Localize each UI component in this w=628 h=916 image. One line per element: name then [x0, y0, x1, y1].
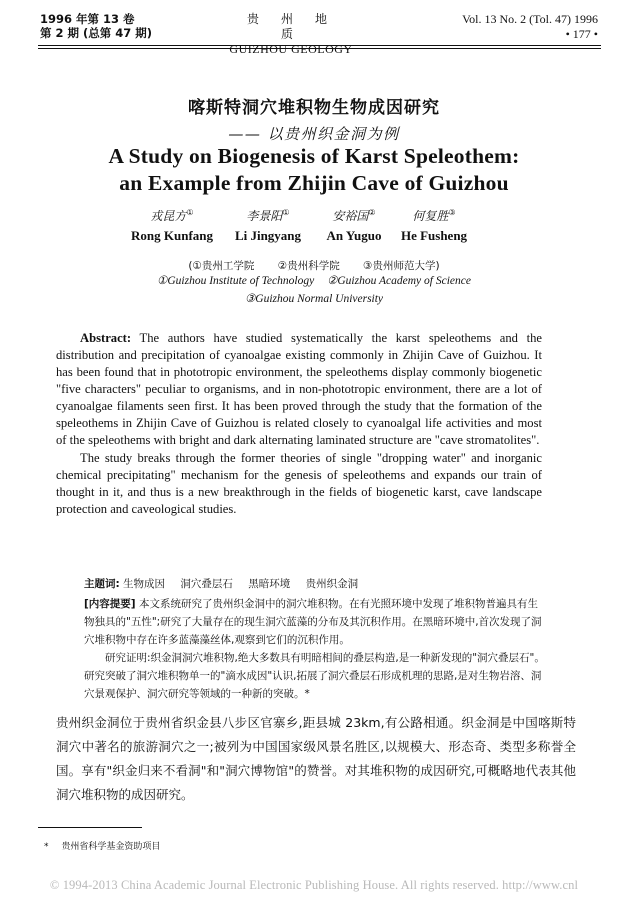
- title-en-line1: A Study on Biogenesis of Karst Speleothem:: [108, 144, 520, 168]
- title-en-line2: an Example from Zhijin Cave of Guizhou: [119, 171, 509, 195]
- affiliation-mark: ②: [368, 208, 376, 217]
- body-paragraph: 贵州织金洞位于贵州省织金县八步区官寨乡,距县城 23km,有公路相通。织金洞是中国喀斯特洞穴中著名的旅游洞穴之一;被列为中国国家级风景名胜区,以规模大、形态奇、类型多称誉全国。享有"织金归来不看洞"和"洞穴博物馆"的赞誉。对其堆积物的成因研究,可概略地代表其他洞穴堆积物的成因研究。: [56, 715, 576, 802]
- title-cn: 喀斯特洞穴堆积物生物成因研究: [188, 98, 440, 118]
- journal-name-en: GUIZHOU GEOLOGY: [229, 42, 353, 56]
- abstract-cn-paragraph: 研究证明:织金洞洞穴堆积物,绝大多数具有明暗相间的叠层构造,是一种新发现的"洞穴叠层石"。研究突破了洞穴堆积物单一的"滴水成因"认识,拓展了洞穴叠层石形成机理的思路,是对生物岩溶、洞穴景观保护、洞穴研究等领域的一种新的突破。*: [84, 652, 545, 700]
- journal-name-cn: 贵州地质: [246, 12, 349, 41]
- subtitle-cn: —— 以贵州织金洞为例: [228, 125, 400, 143]
- author-name-en: He Fusheng: [400, 228, 468, 243]
- author-name-en: An Yuguo: [326, 228, 382, 243]
- header-rule-thin: [38, 48, 601, 49]
- abstract-cn-text: 本文系统研究了贵州织金洞中的洞穴堆积物。在有光照环境中发现了堆积物普遍具有生物独具的"五性";研究了大量存在的现生洞穴蓝藻的分布及其沉积作用。在黑暗环境中,首次发现了洞穴堆积物中存在许多蓝藻藻丝体,观察到它们的沉积作用。: [84, 598, 542, 646]
- copyright-watermark: © 1994-2013 China Academic Journal Electronic Publishing House. All rights reserved. http://www.cnl: [49, 878, 579, 892]
- affiliation-cn: ③贵州师范大学): [363, 260, 440, 272]
- author-name-en: Rong Kunfang: [131, 228, 213, 243]
- keywords-label: 主题词:: [84, 578, 120, 590]
- abstract-en: [56, 330, 542, 518]
- author-name-cn: 何复胜③: [412, 208, 456, 223]
- header-rule: [38, 45, 601, 46]
- author-name-cn: 李景阳①: [246, 208, 290, 223]
- footnote: [44, 839, 160, 852]
- issue-info: [40, 12, 152, 40]
- affiliation-cn: (①贵州工学院: [188, 260, 255, 272]
- author: [386, 207, 482, 244]
- author-name-cn: 戎昆方①: [150, 208, 194, 223]
- abstract-cn-paragraph: [84, 595, 548, 649]
- footnote-rule: [38, 827, 142, 828]
- page-number: • 177 •: [565, 27, 598, 41]
- footnote-text: 贵州省科学基金资助项目: [61, 842, 161, 852]
- author: [220, 207, 316, 244]
- affiliations-cn: [0, 258, 628, 273]
- volume-info-en: [408, 12, 598, 42]
- issue-line: 第 2 期 (总第 47 期): [40, 26, 153, 40]
- author-name-cn: 安裕国②: [332, 208, 376, 223]
- affiliation-mark: ①: [282, 208, 290, 217]
- footnote-mark: *: [44, 842, 49, 852]
- abstract-text: The authors have studied systematically the karst speleothems and the distribution and precipitation of cyanoalgae existing commonly in Zhijin Cave of Guizhou. It has been found that in phototropic environment, the speleothems display commonly biogenetic "five characters" peculiar to organisms, and in non-phototropic environment, there are a lot of cyanoalgae filaments seen first. It has been proved through the study that the formation of the speleothems in Zhijin Cave of Guizhou is related closely to cyanoalgal life activities and most of the speleothems with bright and dark alternating laminated structure are "cave stromatolites".: [56, 331, 542, 447]
- keywords: [84, 575, 548, 593]
- keyword: 洞穴叠层石: [180, 578, 233, 590]
- affiliation-en: ②Guizhou Academy of Science: [327, 275, 471, 287]
- affiliations-en: [0, 273, 628, 287]
- affiliation-en: ①Guizhou Institute of Technology: [157, 275, 315, 287]
- abstract-paragraph: [56, 330, 542, 449]
- journal-name: [218, 12, 364, 57]
- keyword: 黑暗环境: [248, 578, 291, 590]
- keyword: 贵州织金洞: [305, 578, 359, 590]
- abstract-paragraph: The study breaks through the former theories of single "dropping water" and inorganic chemical precipitating" mechanism for the genesis of speleothems and expands our train of thought in it, and thus is a new breakthrough in the fields of biogenetic karst, cave landscape protection and caveological studies.: [56, 451, 542, 516]
- chinese-summary: [84, 575, 548, 703]
- affiliation-cn: ②贵州科学院: [277, 260, 340, 272]
- author: [124, 207, 220, 244]
- volume-line-en: Vol. 13 No. 2 (Tol. 47) 1996: [462, 12, 598, 26]
- affiliation-mark: ③: [448, 208, 456, 217]
- abstract-cn-label: [内容提要]: [84, 598, 136, 610]
- keyword: 生物成因: [123, 578, 166, 590]
- author-name-en: Li Jingyang: [234, 228, 302, 243]
- affiliation-mark: ①: [186, 208, 194, 217]
- abstract-label: Abstract:: [80, 331, 132, 345]
- affiliation-en: ③Guizhou Normal University: [244, 293, 384, 305]
- volume-line: 1996 年第 13 卷: [40, 12, 135, 26]
